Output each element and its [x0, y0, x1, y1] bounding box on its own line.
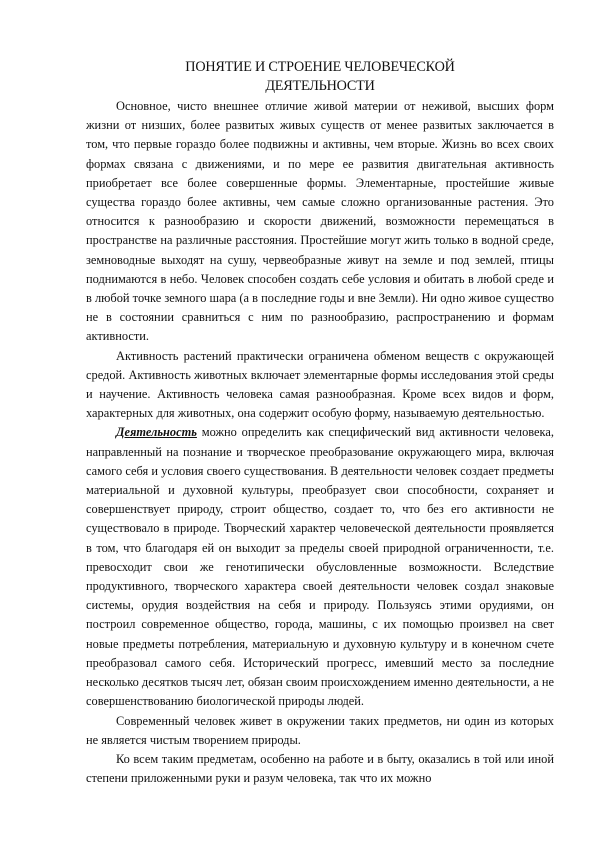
- term-activity: Деятельность: [116, 425, 197, 440]
- title-line-2: ДЕЯТЕЛЬНОСТИ: [265, 78, 375, 94]
- document-page: [86, 58, 554, 788]
- title-line-1: ПОНЯТИЕ И СТРОЕНИЕ ЧЕЛОВЕЧЕСКОЙ: [185, 59, 455, 75]
- paragraph-4: Современный человек живет в окружении таких предметов, ни один из которых не является чистым творением природы.: [86, 713, 554, 747]
- document-title: [86, 58, 554, 96]
- paragraph-3-text: можно определить как специфический вид активности человека, направленный на познание и творческое преобразование окружающего мира, включая самого себя и условия своего существования. В деятельности человек создает предметы материальной и духовной культуры, преобразует свои способности, сохраняет и совершенствует природу, строит общество, создает то, что без его активности не существовало в природе. Творческий характер человеческой деятельности проявляется в том, что благодаря ей он выходит за пределы своей природной ограниченности, т.е. превосходит свои же генотипически обусловленные возможности. Вследствие продуктивного, творческого характера своей деятельности человек создал знаковые системы, орудия воздействия на себя и природу. Пользуясь этими орудиями, он построил современное общество, города, машины, с их помощью произвел на свет новые предметы потребления, материальную и духовную культуру и в конечном счете преобразовал самого себя. Исторический прогресс, имевший место за последние несколько десятков тысяч лет, обязан своим происхождением именно деятельности, а не совершенствованию биологической природы людей.: [86, 425, 554, 709]
- paragraph-1: Основное, чисто внешнее отличие живой материи от неживой, высших форм жизни от низших, более развитых живых существ от менее развитых заключается в том, что первые гораздо более подвижны и активны, чем вторые. Жизнь во всех своих формах связана с движениями, и по мере ее развития двигательная активность приобретает все более совершенные формы. Элементарные, простейшие живые существа гораздо более активны, чем самые сложно организованные растения. Это относится к разнообразию и скорости движений, возможности перемещаться в пространстве на различные расстояния. Простейшие могут жить только в водной среде, земноводные выходят на сушу, червеобразные живут на земле и под землей, птицы поднимаются в небо. Человек способен создать себе условия и обитать в любой среде и в любой точке земного шара (а в последние годы и вне Земли). Ни одно живое существо не в состоянии сравниться с ним по разнообразию, распространению и формам активности.: [86, 99, 554, 344]
- paragraph-3: [86, 423, 554, 711]
- paragraph-5: Ко всем таким предметам, особенно на работе и в быту, оказались в той или иной степени приложенными руки и разум человека, так что их можно: [86, 751, 554, 786]
- paragraph-2: Активность растений практически ограничена обменом веществ с окружающей средой. Активность животных включает элементарные формы исследования этой среды и научение. Активность человека самая разнообразная. Кроме всех видов и форм, характерных для животных, она содержит особую форму, называемую деятельностью.: [86, 348, 554, 421]
